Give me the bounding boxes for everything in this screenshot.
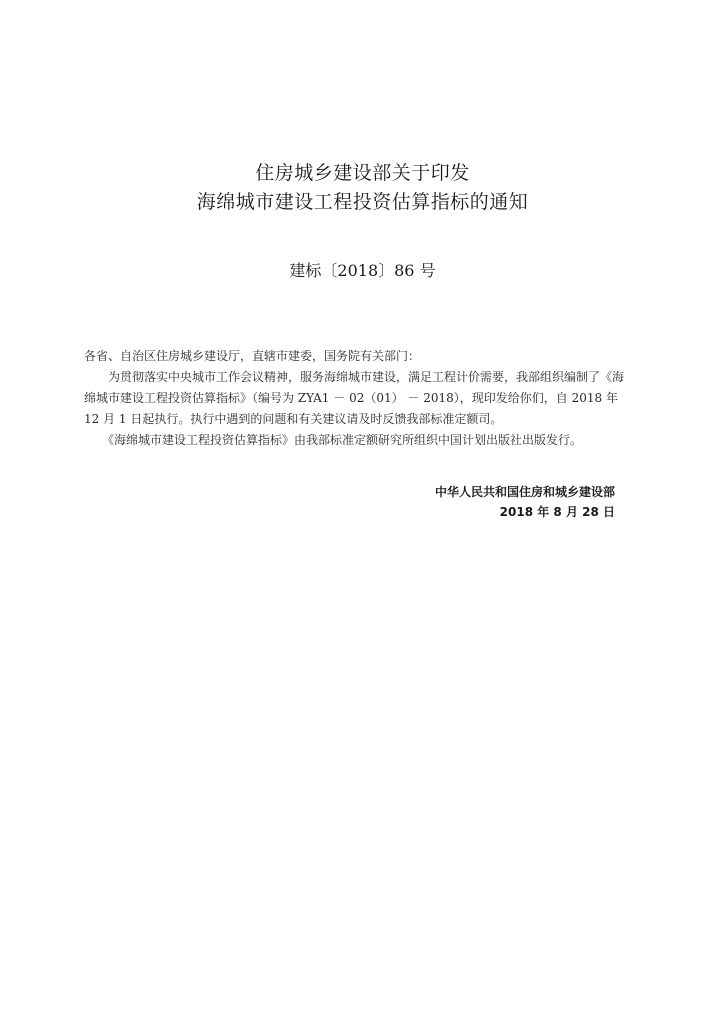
body-paragraph-1: 为贯彻落实中央城市工作会议精神，服务海绵城市建设，满足工程计价需要，我部组织编制了《海绵城市建设工程投资估算指标》（编号为 ZYA1 － 02（01） － 2018），现印发给你们，自 2018 年 12 月 1 日起执行。执行中遇到的问题和有关建议请及时反馈我部标准定额司。 <box>84 370 625 426</box>
document-number: 建标〔2018〕86 号 <box>289 261 436 280</box>
salutation: 各省、自治区住房城乡建设厅，直辖市建委，国务院有关部门： <box>84 349 421 363</box>
signature-organization: 中华人民共和国住房和城乡建设部 <box>434 485 615 499</box>
notice-title-line-1: 住房城乡建设部关于印发 <box>255 162 470 184</box>
signature-date: 2018 年 8 月 28 日 <box>499 505 615 519</box>
notice-title-line-2: 海绵城市建设工程投资估算指标的通知 <box>196 191 529 213</box>
body-paragraph-2: 《海绵城市建设工程投资估算指标》由我部标准定额研究所组织中国计划出版社出版发行。 <box>102 433 583 447</box>
